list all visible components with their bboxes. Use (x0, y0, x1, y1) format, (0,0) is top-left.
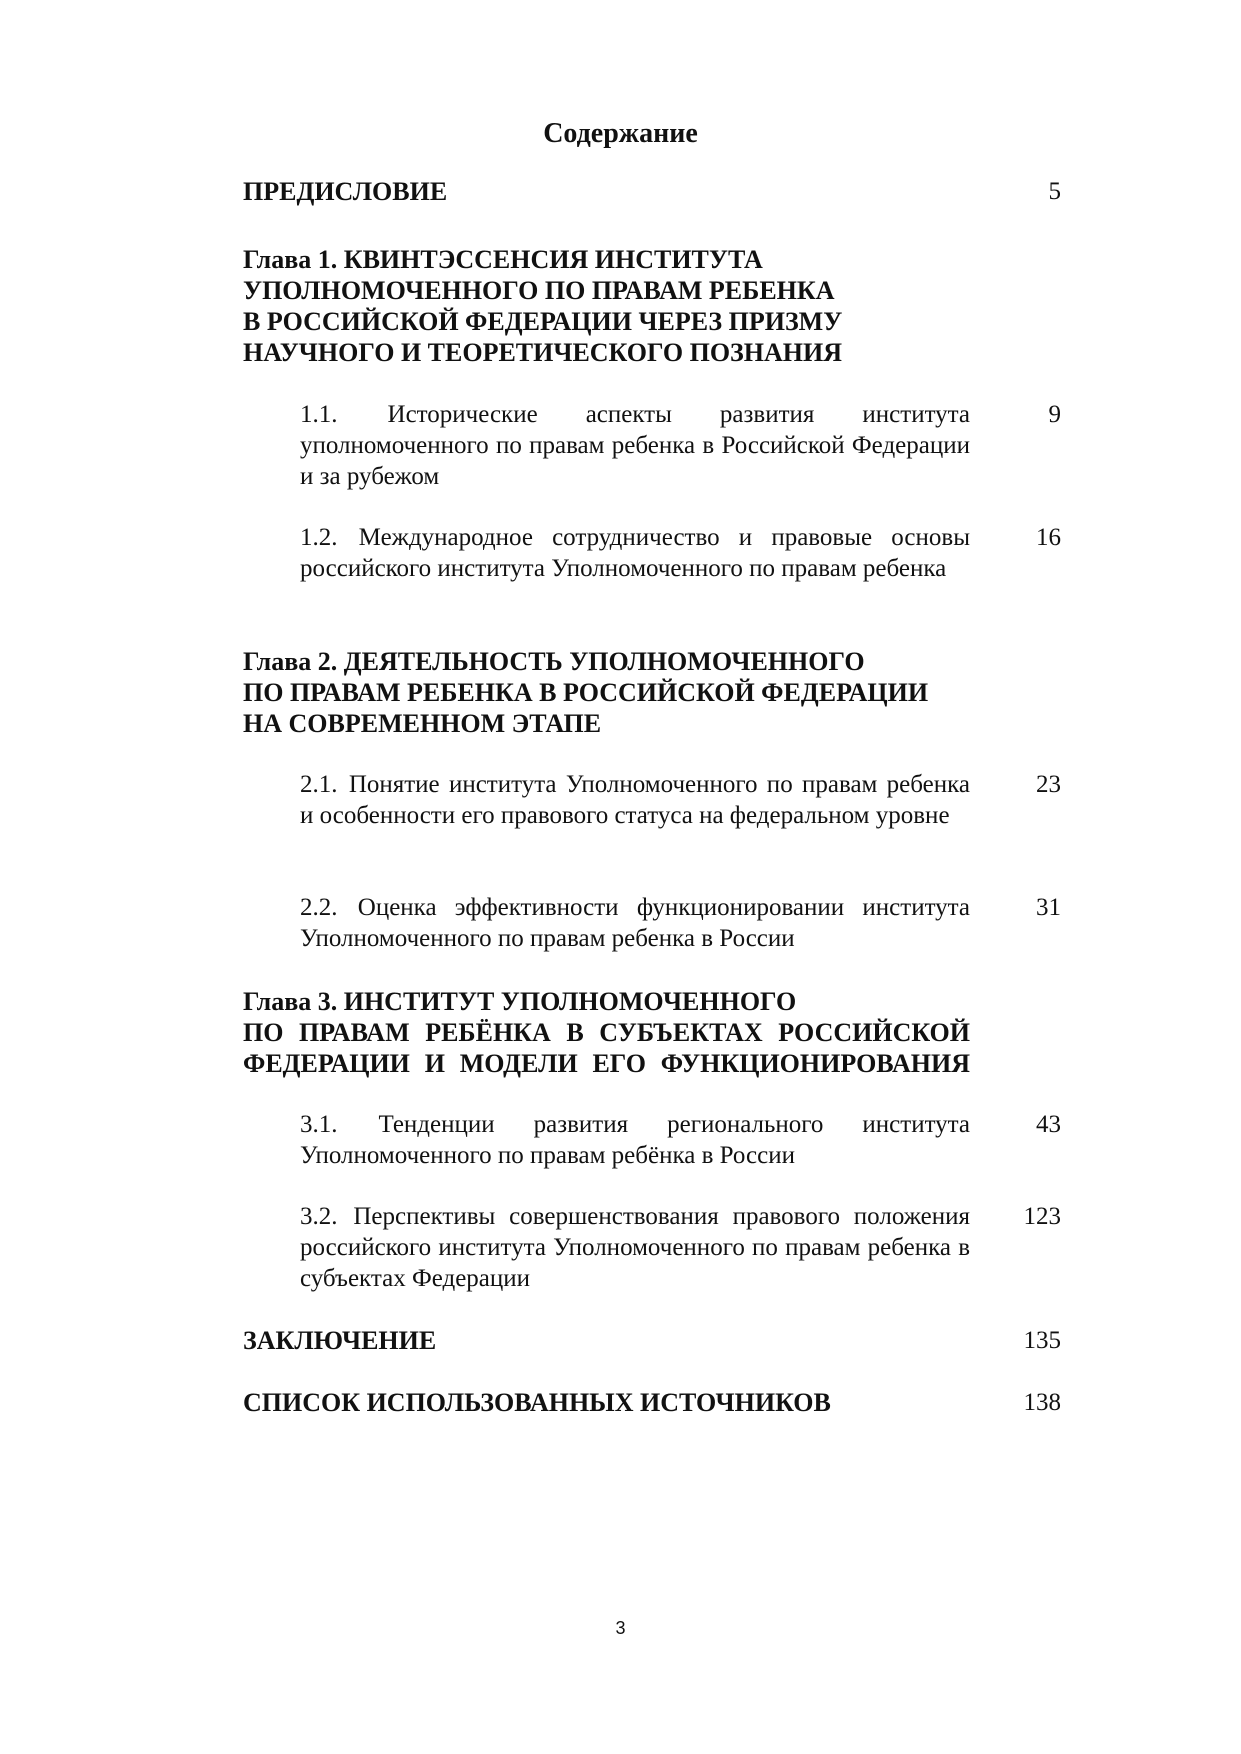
section-text-block (300, 399, 970, 492)
toc-entry-preface[interactable] (243, 176, 1061, 207)
section-number: 2.1. (300, 771, 338, 798)
toc-chapter-1[interactable] (243, 244, 1061, 368)
toc-entry-label: СПИСОК ИСПОЛЬЗОВАННЫХ ИСТОЧНИКОВ (243, 1388, 831, 1417)
section-number: 3.1. (300, 1111, 338, 1138)
section-text-block (300, 1201, 970, 1294)
section-title: Тенденции развития регионального института Уполномоченного по правам ребёнка в России (300, 1111, 971, 1169)
toc-chapter-3[interactable] (243, 986, 1061, 1079)
toc-page-number: 135 (1023, 1327, 1061, 1354)
chapter-title-line: Глава 3. ИНСТИТУТ УПОЛНОМОЧЕННОГО (243, 987, 797, 1016)
toc-page-number: 9 (1048, 401, 1061, 428)
chapter-title-line: ПО ПРАВАМ РЕБЁНКА В СУБЪЕКТАХ РОССИЙСКОЙ (243, 1018, 970, 1047)
toc-entry-label: ПРЕДИСЛОВИЕ (243, 177, 448, 206)
section-title: Понятие института Уполномоченного по правам ребенка и особенности его правового статуса на федеральном уровне (300, 771, 970, 829)
section-number: 3.2. (300, 1203, 338, 1230)
section-title: Оценка эффективности функционировании института Уполномоченного по правам ребенка в России (300, 894, 970, 952)
section-number: 1.2. (300, 524, 338, 551)
section-title: Перспективы совершенствования правового положения российского института Уполномоченного по правам ребенка в субъектах Федерации (300, 1203, 970, 1292)
toc-page-number: 5 (1048, 178, 1061, 205)
section-title: Международное сотрудничество и правовые основы российского института Уполномоченного по правам ребенка (300, 524, 970, 582)
toc-chapter-2[interactable] (243, 646, 1061, 739)
chapter-title-line: ФЕДЕРАЦИИ И МОДЕЛИ ЕГО ФУНКЦИОНИРОВАНИЯ (243, 1049, 970, 1078)
toc-page-number: 138 (1023, 1389, 1061, 1416)
toc-entry-label: ЗАКЛЮЧЕНИЕ (243, 1326, 437, 1355)
section-title: Исторические аспекты развития института уполномоченного по правам ребенка в Российской Федерации и за рубежом (300, 401, 970, 490)
chapter-title-line: В РОССИЙСКОЙ ФЕДЕРАЦИИ ЧЕРЕЗ ПРИЗМУ (243, 307, 843, 336)
toc-page-number: 31 (1036, 894, 1061, 921)
footer-page-number: 3 (615, 1618, 626, 1638)
toc-entry-conclusion[interactable] (243, 1325, 1061, 1356)
section-number: 2.2. (300, 894, 338, 921)
chapter-title-line: УПОЛНОМОЧЕННОГО ПО ПРАВАМ РЕБЕНКА (243, 276, 835, 305)
chapter-title-line: НАУЧНОГО И ТЕОРЕТИЧЕСКОГО ПОЗНАНИЯ (243, 338, 843, 367)
chapter-title-line: НА СОВРЕМЕННОМ ЭТАПЕ (243, 709, 602, 738)
page-title: Содержание (543, 118, 698, 149)
section-text-block (300, 1109, 970, 1171)
section-text-block (300, 769, 970, 831)
toc-page-number: 43 (1036, 1111, 1061, 1138)
chapter-title-line: Глава 1. КВИНТЭССЕНСИЯ ИНСТИТУТА (243, 245, 763, 274)
toc-page-number: 123 (1023, 1203, 1061, 1230)
toc-page-number: 23 (1036, 771, 1061, 798)
chapter-title-line: Глава 2. ДЕЯТЕЛЬНОСТЬ УПОЛНОМОЧЕННОГО (243, 647, 865, 676)
chapter-title-line: ПО ПРАВАМ РЕБЕНКА В РОССИЙСКОЙ ФЕДЕРАЦИИ (243, 678, 929, 707)
toc-page-number: 16 (1036, 524, 1061, 551)
section-number: 1.1. (300, 401, 338, 428)
section-text-block (300, 892, 970, 954)
toc-entry-sources[interactable] (243, 1387, 1061, 1418)
section-text-block (300, 522, 970, 584)
